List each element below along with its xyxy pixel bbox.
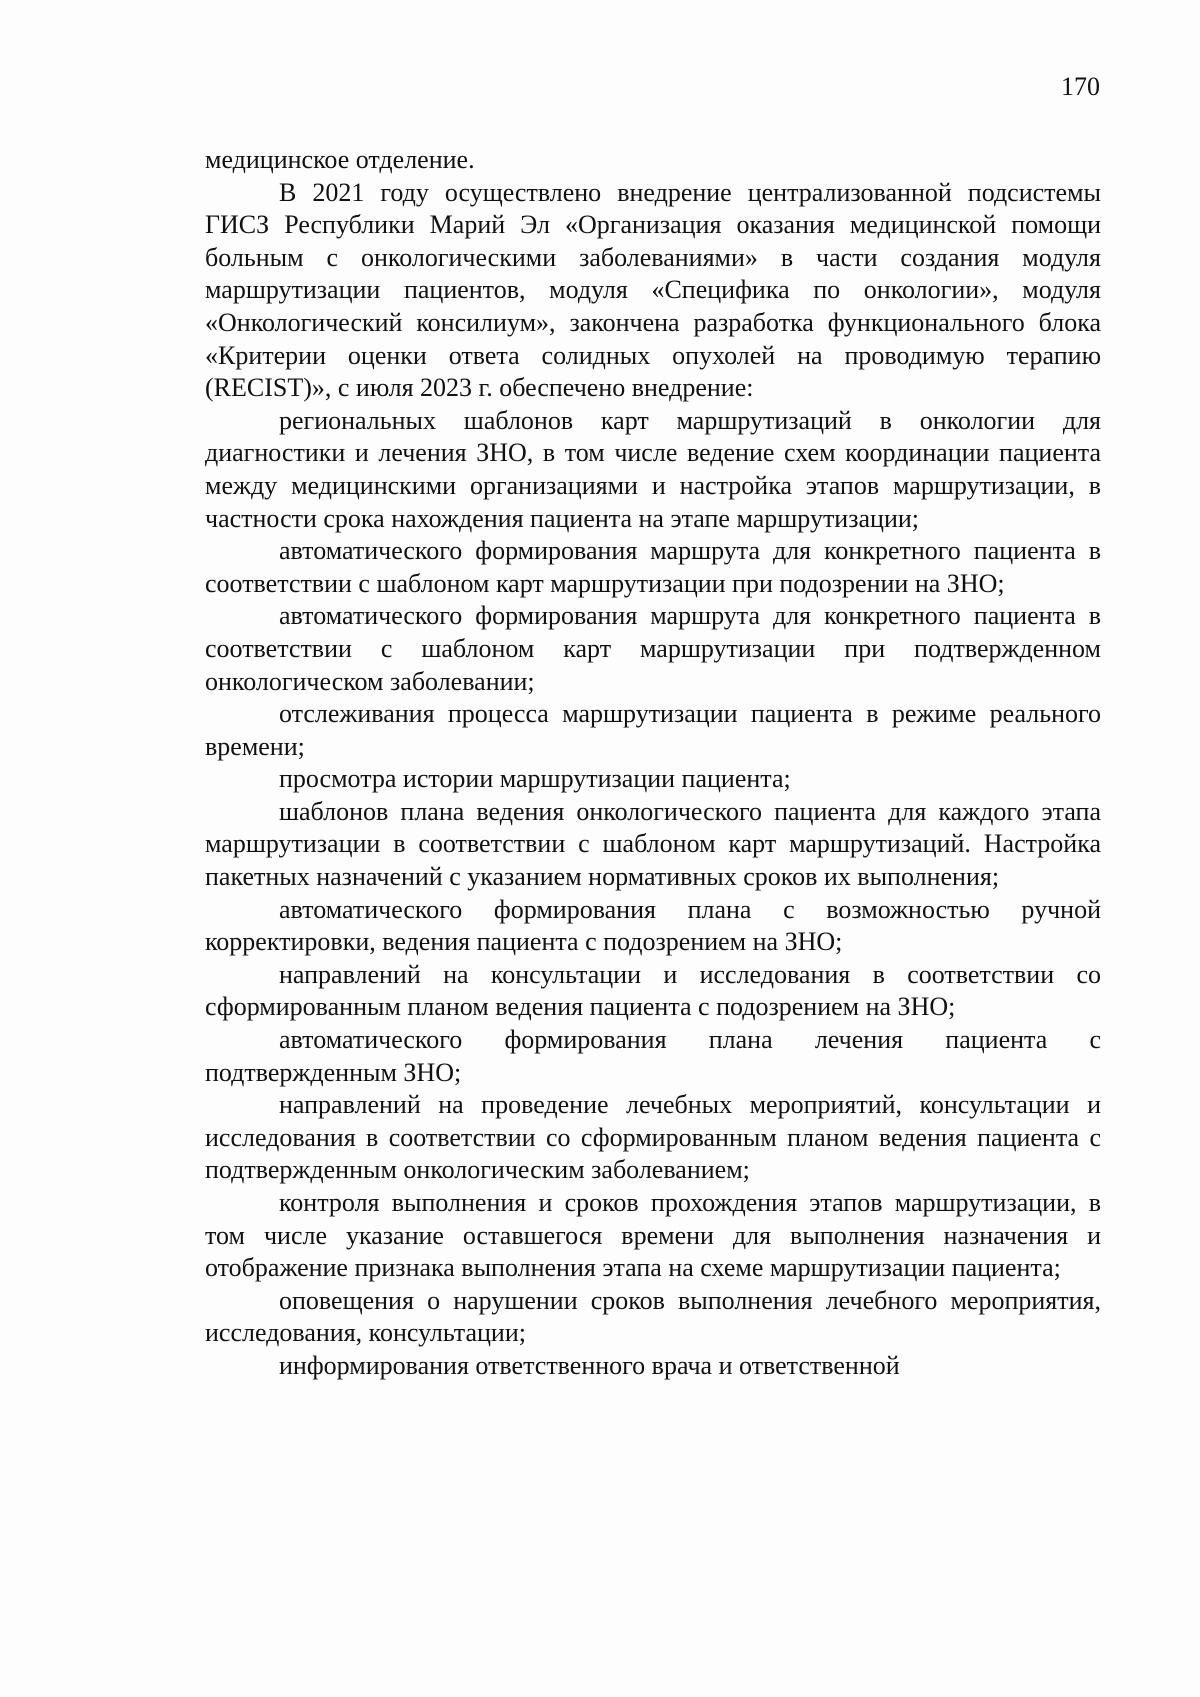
- list-item: автоматического формирования плана с возможностью ручной корректировки, ведения пациента с подозрением на ЗНО;: [205, 894, 1101, 957]
- list-item: отслеживания процесса маршрутизации пациента в режиме реального времени;: [205, 699, 1101, 761]
- list-item: контроля выполнения и сроков прохождения этапов маршрутизации, в том числе указание оставшегося времени для выполнения назначения и отображение признака выполнения этапа на схеме маршрутизации пациента;: [205, 1188, 1101, 1283]
- list-item: региональных шаблонов карт маршрутизаций в онкологии для диагностики и лечения ЗНО, в том числе ведение схем координации пациента между медицинскими организациями и настройка этапов маршрутизации, в частности срока нахождения пациента на этапе маршрутизации;: [205, 405, 1101, 533]
- list-item: автоматического формирования маршрута для конкретного пациента в соответствии с шаблоном карт маршрутизации при подозрении на ЗНО;: [205, 536, 1101, 598]
- list-item: автоматического формирования маршрута для конкретного пациента в соответствии с шаблоном карт маршрутизации при подтвержденном онкологическом заболевании;: [205, 601, 1101, 696]
- paragraph: медицинское отделение.: [205, 145, 475, 174]
- paragraph: В 2021 году осуществлено внедрение централизованной подсистемы ГИСЗ Республики Марий Эл «Организация оказания медицинской помощи больным с онкологическими заболеваниями» в части создания модуля маршрутизации пациентов, модуля «Специфика по онкологии», модуля «Онкологический консилиум», закончена разработка функционального блока «Критерии оценки ответа солидных опухолей на проводимую терапию (RECIST)», с июля 2023 г. обеспечено внедрение:: [205, 177, 1101, 403]
- page-number: 170: [1061, 72, 1100, 101]
- list-item: автоматического формирования плана лечения пациента с подтвержденным ЗНО;: [205, 1025, 1101, 1087]
- list-item: оповещения о нарушении сроков выполнения лечебного мероприятия, исследования, консультации;: [205, 1285, 1101, 1348]
- list-item: просмотра истории маршрутизации пациента;: [279, 764, 791, 794]
- list-item: шаблонов плана ведения онкологического пациента для каждого этапа маршрутизации в соответствии с шаблоном карт маршрутизаций. Настройка пакетных назначений с указанием нормативных сроков их выполнения;: [205, 796, 1101, 892]
- list-item: направлений на консультации и исследования в соответствии со сформированным планом ведения пациента с подозрением на ЗНО;: [205, 959, 1101, 1022]
- list-item: направлений на проведение лечебных мероприятий, консультации и исследования в соответствии со сформированным планом ведения пациента с подтвержденным онкологическим заболеванием;: [205, 1090, 1101, 1185]
- list-item: информирования ответственного врача и ответственной: [279, 1350, 900, 1380]
- body-text: [205, 144, 1101, 1383]
